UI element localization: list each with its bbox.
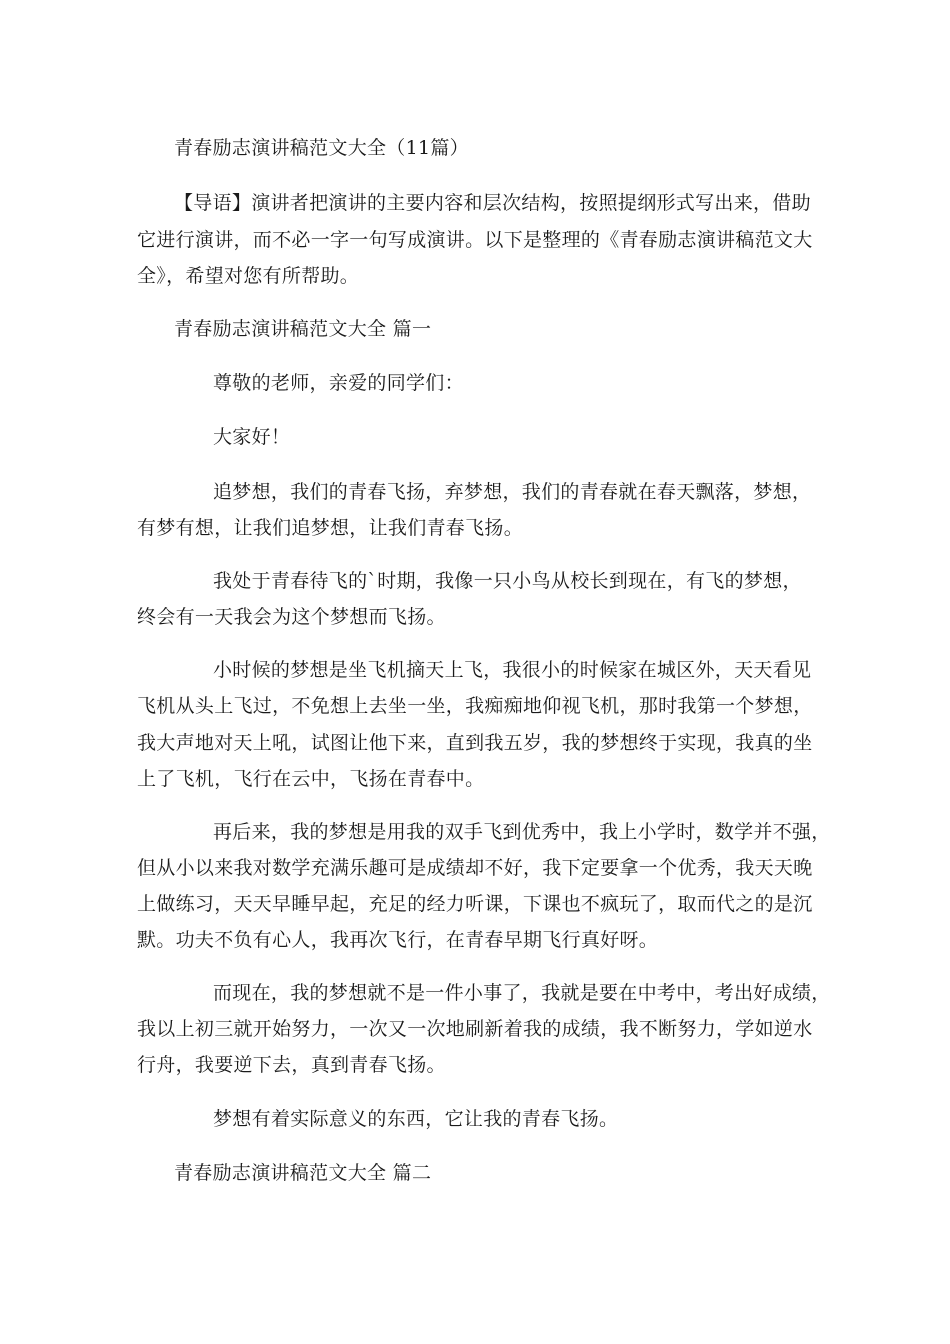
paragraph-line: 行舟，我要逆下去，真到青春飞扬。	[137, 1054, 446, 1076]
paragraph-line: 上做练习，天天早睡早起，充足的经力听课，下课也不疯玩了，取而代之的是沉	[137, 893, 813, 915]
paragraph-line: 我大声地对天上吼，试图让他下来，直到我五岁，我的梦想终于实现，我真的坐	[137, 732, 813, 754]
intro-line: 全》，希望对您有所帮助。	[137, 265, 360, 287]
paragraph-line: 终会有一天我会为这个梦想而飞扬。	[137, 606, 446, 628]
paragraph-line: 小时候的梦想是坐飞机摘天上飞，我很小的时候家在城区外，天天看见	[213, 659, 812, 681]
intro-line: 它进行演讲，而不必一字一句写成演讲。以下是整理的《青春励志演讲稿范文大	[137, 229, 813, 251]
document-title: 青春励志演讲稿范文大全（11篇）	[174, 137, 469, 159]
paragraph-line: 有梦有想，让我们追梦想，让我们青春飞扬。	[137, 517, 524, 539]
section-heading-2: 青春励志演讲稿范文大全 篇二	[174, 1162, 432, 1184]
paragraph-line: 再后来，我的梦想是用我的双手飞到优秀中，我上小学时，数学并不强，	[213, 821, 831, 843]
paragraph-line: 追梦想，我们的青春飞扬，弃梦想，我们的青春就在春天飘落，梦想，	[213, 481, 812, 503]
salutation: 尊敬的老师，亲爱的同学们：	[213, 372, 464, 394]
paragraph-line: 而现在，我的梦想就不是一件小事了，我就是要在中考中，考出好成绩，	[213, 982, 831, 1004]
paragraph-line: 上了飞机，飞行在云中，飞扬在青春中。	[137, 768, 485, 790]
greeting: 大家好！	[213, 426, 291, 448]
paragraph-line: 默。功夫不负有心人，我再次飞行，在青春早期飞行真好呀。	[137, 929, 659, 951]
intro-line: 【导语】演讲者把演讲的主要内容和层次结构，按照提纲形式写出来，借助	[174, 192, 811, 214]
paragraph-line: 但从小以来我对数学充满乐趣可是成绩却不好，我下定要拿一个优秀，我天天晚	[137, 857, 813, 879]
paragraph-line: 飞机从头上飞过，不免想上去坐一坐，我痴痴地仰视飞机，那时我第一个梦想，	[137, 695, 813, 717]
paragraph-line: 我以上初三就开始努力，一次又一次地刷新着我的成绩，我不断努力，学如逆水	[137, 1018, 813, 1040]
paragraph-line: 梦想有着实际意义的东西，它让我的青春飞扬。	[213, 1108, 619, 1130]
paragraph-line: 我处于青春待飞的`时期，我像一只小鸟从校长到现在，有飞的梦想，	[213, 570, 802, 592]
section-heading-1: 青春励志演讲稿范文大全 篇一	[174, 318, 432, 340]
